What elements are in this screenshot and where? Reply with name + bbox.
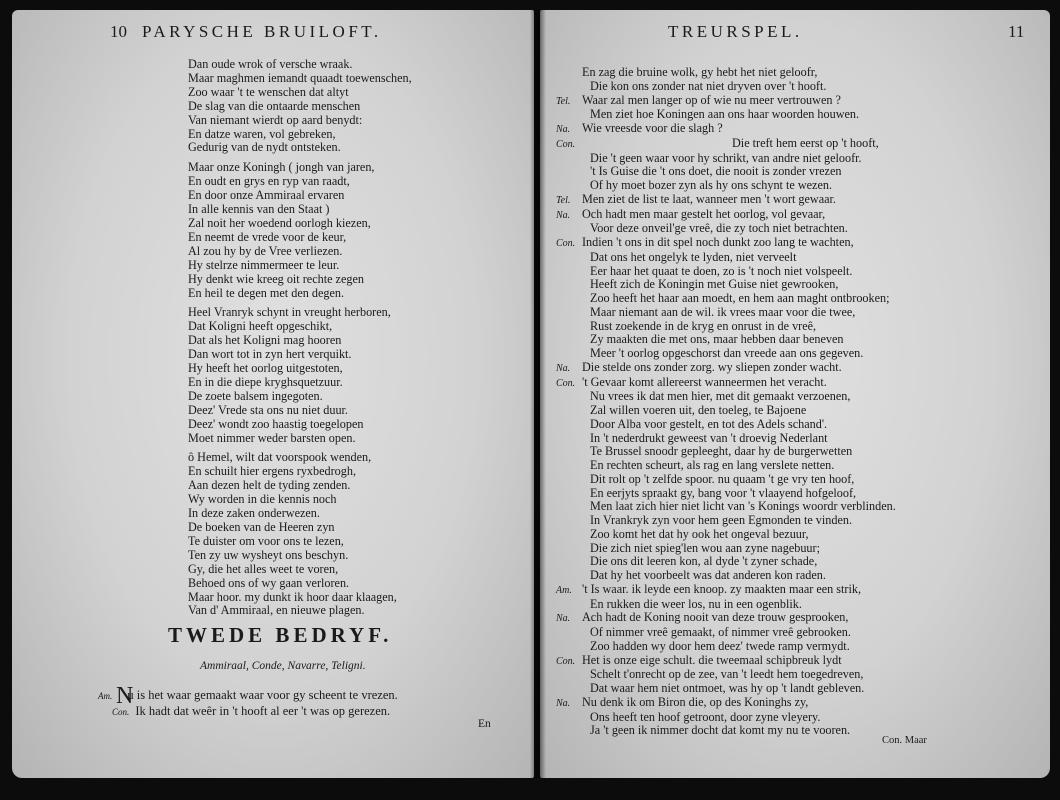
dialog-line [556, 179, 896, 193]
dialog-line [556, 528, 896, 542]
left-dialog-block [98, 688, 398, 720]
verse-line: Van niemant wierdt op aard benydt: [188, 112, 363, 127]
dialog-text: 't Gevaar komt allereerst wanneermen het veracht. [582, 374, 827, 389]
dialog-text: Meer 't oorlog opgeschorst dan vreede aan ons gegeven. [590, 346, 864, 360]
dialog-text: Maar niemant aan de wil. ik vrees maar voor die twee, [590, 304, 856, 319]
verse-line: En heil te degen met den degen. [188, 285, 345, 300]
verse-line: Deez' Vrede sta ons nu niet duur. [188, 402, 348, 417]
verse-line: In alle kennis van den Staat ) [188, 202, 330, 217]
dialog-line [556, 222, 896, 236]
verse-line: Maar maghmen iemandt quaadt toewenschen, [188, 70, 412, 85]
verse-line: Behoed ons of wy gaan verloren. [188, 575, 350, 590]
dialog-line [556, 487, 896, 501]
dialog-line [556, 265, 896, 279]
verse-line: En in die diepe kryghsquetzuur. [188, 374, 343, 389]
dialog-text: Dat hy het voorbeelt was dat anderen kon raden. [590, 568, 826, 582]
dialog-text: Dat waar hem niet ontmoet, was hy op 't landt gebleven. [590, 681, 865, 695]
dialog-text: Het is onze eige schult. die tweemaal schipbreuk lydt [582, 652, 842, 667]
dialog-text: In Vrankryk zyn voor hem geen Egmonden te vinden. [590, 513, 853, 527]
verse-line: Deez' wondt zoo haastig toegelopen [188, 416, 364, 431]
verse-line: Dan oude wrok of versche wraak. [188, 57, 353, 71]
dialog-line [556, 278, 896, 292]
verse-line: Dan wort tot in zyn hert verquikt. [188, 347, 352, 362]
dialog-line [556, 473, 896, 487]
dialog-text: Ach hadt de Koning nooit van deze trouw gesprooken, [582, 610, 849, 625]
speaker-label: Na. [556, 124, 571, 135]
dialog-text: Zoo komt het dat hy ook het ongeval bezuur, [590, 526, 809, 541]
dialog-text: Heeft zich de Koningin met Guise niet gewrooken, [590, 277, 839, 292]
dialog-text: Die zich niet spieg'len wou aan zyne nagebuur; [590, 540, 820, 555]
dialog-text: Die 't geen waar voor hy schrikt, van andre niet geloofr. [590, 150, 862, 165]
dialog-text: Ik hadt dat weêr in 't hooft al eer 't was op gerezen. [135, 704, 391, 718]
dialog-line [556, 598, 896, 612]
dialog-line [556, 333, 896, 347]
verse-line: Hy heeft het oorlog uitgestoten, [188, 361, 343, 376]
dialog-line [556, 696, 896, 711]
verse-line: Zal noit her woedend oorlogh kiezen, [188, 215, 371, 230]
dialog-text: Eer haar het quaat te doen, zo is 't noch niet volspeelt. [590, 263, 853, 278]
speaker-label: Con. [112, 707, 130, 717]
dialog-line [556, 137, 896, 152]
dialog-line [556, 418, 896, 432]
dialog-text: Die treft hem eerst op 't hooft, [732, 135, 879, 150]
cast-line: Ammiraal, Conde, Navarre, Teligni. [200, 660, 366, 672]
dialog-text: Dat ons het ongelyk te lyden, niet verveelt [590, 249, 797, 264]
verse-line: Dat als het Koligni mag hooren [188, 333, 342, 348]
speaker-label: Con. [556, 238, 576, 249]
dialog-line [556, 640, 896, 654]
dialog-line [556, 668, 896, 682]
dialog-line [556, 66, 896, 80]
dialog-text: En rukken die weer los, nu in een ogenblik. [590, 596, 802, 611]
dialog-text: Ons heeft ten hoof getroont, door zyne vleyery. [590, 709, 821, 724]
verse-line: En schuilt hier ergens ryxbedrogh, [188, 464, 356, 479]
dialog-line [556, 108, 896, 122]
dialog-line [556, 236, 896, 251]
verse-line: En datze waren, vol gebreken, [188, 126, 336, 141]
dialog-line [556, 711, 896, 725]
dialog-text: Dit rolt op 't zelfde spoor. nu quaam 't ge vry ten hoof, [590, 471, 855, 486]
dialog-line [556, 626, 896, 640]
verse-line: ô Hemel, wilt dat voorspook wenden, [188, 450, 372, 465]
dialog-line [556, 500, 896, 514]
dialog-text: In 't nederdrukt geweest van 't droevig Nederlant [590, 430, 828, 445]
dialog-text: Men ziet de list te laat, wanneer men 't wort gewaar. [582, 191, 836, 206]
right-catchword: Con. Maar [882, 735, 927, 746]
dialog-text: Of hy moet bozer zyn als hy ons schynt te wezen. [590, 178, 832, 192]
book-gutter [530, 10, 546, 778]
dialog-text: Wie vreesde voor die slagh ? [582, 121, 723, 135]
dialog-text: Of nimmer vreê gemaakt, of nimmer vreê gebrooken. [590, 625, 851, 639]
dialog-text: Men ziet hoe Koningen aan ons haar woorden houwen. [590, 107, 860, 122]
dialog-line [556, 306, 896, 320]
verse-line: Aan dezen helt de tyding zenden. [188, 478, 351, 493]
dialog-text: Die stelde ons zonder zorg. wy sliepen zonder wacht. [582, 359, 842, 374]
dialog-text: Zoo heeft het haar aan moedt, en hem aan maght ontbrooken; [590, 291, 890, 305]
dialog-line [556, 682, 896, 696]
dialog-text: Die kon ons zonder nat niet dryven over 't hooft. [590, 78, 827, 93]
left-catchword: En [478, 718, 491, 730]
verse-line: Moet nimmer weder barsten open. [188, 430, 356, 445]
speaker-label: Tel. [556, 95, 571, 107]
verse-line: De boeken van de Heeren zyn [188, 520, 335, 534]
dialog-line [556, 390, 896, 404]
dialog-text: 't Is Guise die 't ons doet, die nooit is zonder vrezen [590, 164, 842, 179]
speaker-label: Con. [556, 655, 576, 667]
speaker-label: Con. [556, 377, 576, 389]
left-page-number: 10 [110, 22, 127, 41]
dialog-text: Voor deze onveil'ge vreê, die zy toch niet betrachten. [590, 221, 848, 236]
dialog-line [556, 292, 896, 306]
verse-line: De slag van die ontaarde menschen [188, 98, 361, 113]
dialog-line [556, 654, 896, 669]
left-verse-block [188, 58, 412, 618]
dialog-line [556, 208, 896, 223]
dialog-line [556, 432, 896, 446]
dialog-line [556, 445, 896, 459]
verse-line: En door onze Ammiraal ervaren [188, 188, 345, 203]
right-page-number: 11 [1008, 22, 1025, 41]
verse-line: Ten zy uw wysheyt ons beschyn. [188, 547, 349, 562]
dialog-line [556, 94, 896, 109]
dialog-text: En zag die bruine wolk, gy hebt het niet geloofr, [582, 65, 818, 79]
verse-line: Gedurig van de nydt ontsteken. [188, 140, 341, 155]
verse-line: Zoo waar 't te wenschen dat altyt [188, 84, 349, 99]
verse-line: Dat Koligni heeft opgeschikt, [188, 319, 333, 334]
right-verse-block [556, 66, 896, 738]
dialog-text: Ja 't geen ik nimmer docht dat komt my nu te vooren. [590, 723, 851, 738]
dialog-line [556, 80, 896, 94]
verse-line: Gy, die het alles weet te voren, [188, 561, 339, 576]
dialog-text: Nu denk ik om Biron die, op des Koninghs zy, [582, 694, 809, 709]
dialog-text: Rust zoekende in de kryg en onrust in de vreê, [590, 318, 817, 333]
dialog-text: Schelt t'onrecht op de zee, van 't leedt hem toegedreven, [590, 667, 864, 682]
verse-line: Maar onze Koningh ( jongh van jaren, [188, 160, 375, 175]
verse-line: Al zou hy by de Vree verliezen. [188, 243, 343, 258]
dialog-line [556, 724, 896, 738]
dialog-text: Die ons dit leeren kon, al dyde 't zyner schade, [590, 554, 818, 569]
dialog-line [556, 404, 896, 418]
verse-line: Heel Vranryk schynt in vreught herboren, [188, 305, 391, 320]
dialog-text: Te Brussel snoodr gepleeght, daar hy de burgerwetten [590, 444, 853, 459]
dialog-line [556, 459, 896, 473]
dialog-line [556, 555, 896, 569]
speaker-label: Na. [556, 209, 571, 221]
dialog-line [556, 542, 896, 556]
left-running-head: PARYSCHE BRUILOFT. [142, 22, 382, 41]
dialog-line [556, 514, 896, 528]
dialog-text: 't Is waar. ik leyde een knoop. zy maakten maar een strik, [582, 581, 862, 596]
verse-line: Van d' Ammiraal, en nieuwe plagen. [188, 603, 365, 618]
dialog-text: Nu vrees ik dat men hier, met dit gemaakt verzoenen, [590, 389, 851, 404]
dialog-text: Zoo hadden wy door hem deez' twede ramp vermydt. [590, 638, 850, 653]
verse-line: De zoete balsem ingegoten. [188, 388, 323, 403]
verse-line: Maar hoor. my dunkt ik hoor daar klaagen, [188, 589, 397, 604]
dialog-text: Och hadt men maar gestelt het oorlog, vol gevaar, [582, 206, 826, 221]
verse-line: Hy denkt wie kreeg oit rechte zegen [188, 271, 364, 286]
dialog-text: Zy maakten die met ons, maar hebben daar beneven [590, 332, 844, 347]
dialog-line [556, 376, 896, 391]
dialog-line [556, 583, 896, 598]
dialog-line [556, 569, 896, 583]
dialog-line [556, 251, 896, 265]
dialog-text: Door Alba voor gestelt, en tot des Adels schand'. [590, 416, 828, 431]
speaker-label: Na. [556, 362, 571, 374]
dialog-text: Zal willen voeren uit, den toeleg, te Bajoene [590, 403, 807, 417]
dialog-text: Indien 't ons in dit spel noch dunkt zoo lang te wachten, [582, 235, 854, 249]
right-running-head: TREURSPEL. [668, 22, 803, 41]
speaker-label: Na. [556, 613, 571, 625]
verse-line: Te duister om voor ons te lezen, [188, 533, 344, 548]
verse-line: En oudt en grys en ryp van raadt, [188, 174, 350, 189]
dialog-line [98, 688, 398, 704]
verse-line: Wy worden in die kennis noch [188, 492, 337, 507]
speaker-label: Con. [556, 138, 576, 150]
verse-line: Hy stelrze nimmermeer te leur. [188, 257, 340, 272]
dialog-text: En eerjyts spraakt gy, bang voor 't vlaayend hofgeloof, [590, 485, 857, 500]
dialog-line [556, 361, 896, 376]
dialog-text: En rechten scheurt, als rag en lang verslete netten. [590, 458, 835, 472]
dialog-line [556, 122, 896, 137]
dialog-line [556, 611, 896, 626]
verse-line: En neemt de vrede voor de keur, [188, 229, 347, 244]
speaker-label: Am. [556, 584, 572, 596]
dialog-line [556, 193, 896, 208]
speaker-label: Am. [98, 691, 113, 701]
speaker-label: Tel. [556, 194, 571, 206]
dialog-line [98, 704, 398, 720]
act-heading: TWEDE BEDRYF. [168, 623, 393, 647]
dialog-text: u is het waar gemaakt waar voor gy scheent te vrezen. [127, 688, 398, 702]
speaker-label: Na. [556, 697, 571, 709]
verse-line: In deze zaken onderwezen. [188, 506, 320, 521]
dialog-line [556, 152, 896, 166]
dialog-text: Waar zal men langer op of wie nu meer vertrouwen ? [582, 92, 841, 107]
dialog-text: Men laat zich hier niet licht van 's Konings woordr verblinden. [590, 499, 896, 514]
dialog-line [556, 347, 896, 361]
dialog-line [556, 165, 896, 179]
dialog-line [556, 320, 896, 334]
drop-initial: N [116, 683, 134, 709]
